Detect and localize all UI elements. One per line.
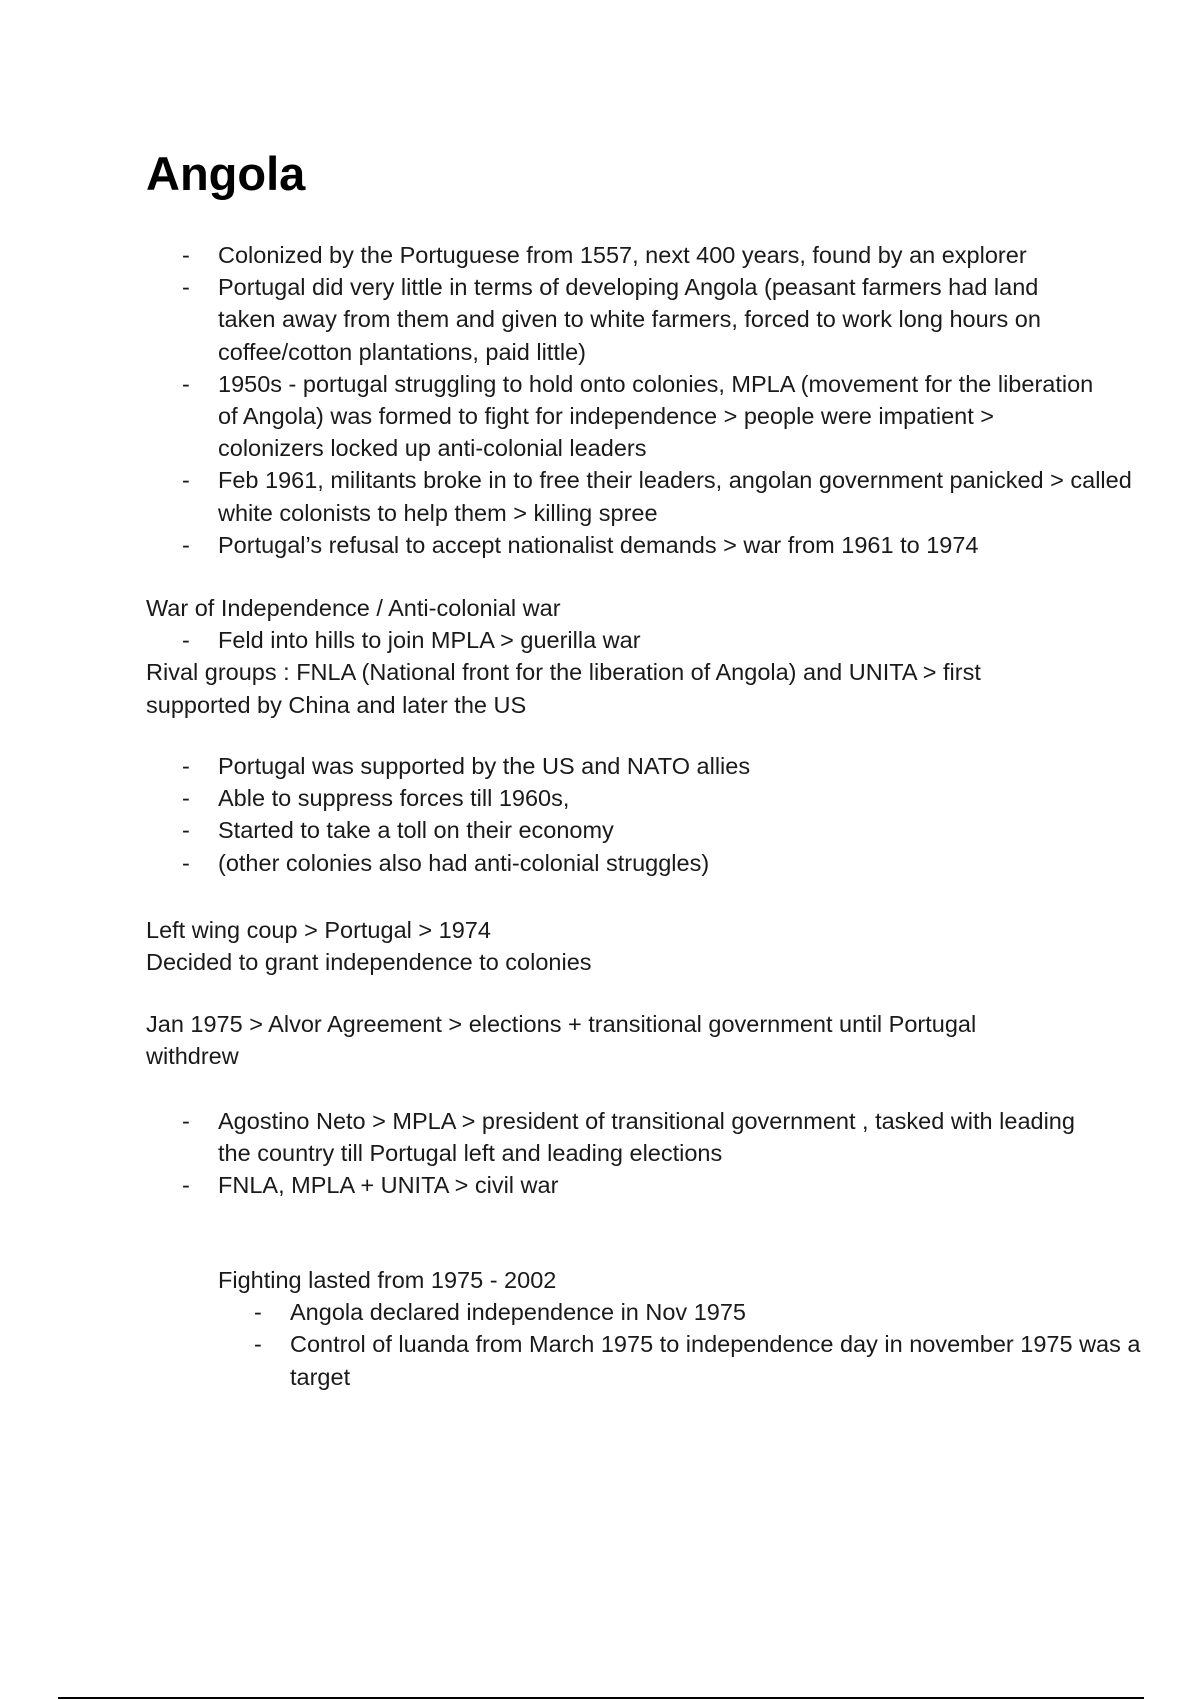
list-item-text: Feld into hills to join MPLA > guerilla war xyxy=(218,627,641,654)
list-item xyxy=(146,1296,1096,1328)
bullet-dash: - xyxy=(182,242,190,268)
war-bullet-list xyxy=(146,624,1046,656)
list-item xyxy=(146,239,1106,271)
list-item xyxy=(146,1328,1190,1392)
list-item xyxy=(146,750,1046,782)
list-item xyxy=(146,847,1046,879)
list-item xyxy=(146,464,1168,528)
support-section xyxy=(146,750,1046,879)
intro-section xyxy=(146,239,1132,561)
list-item-text: Angola declared independence in Nov 1975 xyxy=(290,1299,746,1326)
bullet-dash: - xyxy=(182,531,190,558)
list-item-text: Colonized by the Portuguese from 1557, next 400 years, found by an explorer xyxy=(218,242,1027,268)
list-item xyxy=(146,1169,1046,1201)
bullet-dash: - xyxy=(182,817,190,844)
list-item-text: Portugal’s refusal to accept nationalist demands > war from 1961 to 1974 xyxy=(218,531,979,558)
bullet-dash: - xyxy=(182,627,190,654)
bullet-dash: - xyxy=(182,370,190,397)
coup-section xyxy=(146,914,1046,978)
list-item xyxy=(146,271,1048,368)
fighting-section xyxy=(146,1264,1141,1393)
page-bottom-rule xyxy=(58,1697,1144,1699)
coup-line: Left wing coup > Portugal > 1974 xyxy=(146,917,491,943)
fighting-bullet-list xyxy=(146,1296,1141,1393)
list-item-text: Feb 1961, militants broke in to free their leaders, angolan government panicked > called white colonists to help them > killing spree xyxy=(218,467,1132,526)
list-item-text: Started to take a toll on their economy xyxy=(218,817,614,844)
neto-bullet-list xyxy=(146,1105,1075,1202)
neto-section xyxy=(146,1105,1075,1202)
list-item xyxy=(146,624,1046,656)
intro-bullet-list xyxy=(146,239,1132,561)
list-item-text: FNLA, MPLA + UNITA > civil war xyxy=(218,1172,559,1199)
list-item xyxy=(146,782,1046,814)
support-bullet-list xyxy=(146,750,1046,879)
list-item xyxy=(146,529,1106,561)
alvor-section xyxy=(146,1008,1026,1072)
page-title: Angola xyxy=(146,147,306,200)
list-item xyxy=(146,1105,1098,1169)
bullet-dash: - xyxy=(182,753,190,779)
list-item-text: (other colonies also had anti-colonial struggles) xyxy=(218,849,710,876)
bullet-dash: - xyxy=(182,274,190,301)
fighting-heading: Fighting lasted from 1975 - 2002 xyxy=(218,1267,557,1293)
alvor-agreement-text: Jan 1975 > Alvor Agreement > elections + transitional government until Portugal withdrew xyxy=(146,1011,977,1070)
list-item-text: Agostino Neto > MPLA > president of transitional government , tasked with leading the country till Portugal left and leading elections xyxy=(218,1108,1075,1167)
bullet-dash: - xyxy=(182,849,190,876)
bullet-dash: - xyxy=(182,1108,190,1134)
section-heading: War of Independence / Anti-colonial war xyxy=(146,595,561,621)
war-section xyxy=(146,592,1046,721)
list-item-text: Portugal was supported by the US and NATO allies xyxy=(218,753,751,779)
list-item xyxy=(146,368,1098,465)
bullet-dash: - xyxy=(182,785,190,812)
list-item-text: Able to suppress forces till 1960s, xyxy=(218,785,570,812)
bullet-dash: - xyxy=(182,467,190,494)
independence-decision-line: Decided to grant independence to colonies xyxy=(146,949,592,976)
list-item-text: 1950s - portugal struggling to hold onto colonies, MPLA (movement for the liberation of Angola) was formed to fight for independence > people were impatient > colonizers locked up anti-colonial leaders xyxy=(218,370,1094,462)
bullet-dash: - xyxy=(254,1299,262,1326)
bullet-dash: - xyxy=(182,1172,190,1199)
list-item xyxy=(146,814,1046,846)
bullet-dash: - xyxy=(254,1331,262,1358)
rival-groups-text: Rival groups : FNLA (National front for the liberation of Angola) and UNITA > first supported by China and later the US xyxy=(146,659,981,718)
list-item-text: Control of luanda from March 1975 to independence day in november 1975 was a target xyxy=(290,1331,1141,1390)
list-item-text: Portugal did very little in terms of developing Angola (peasant farmers had land taken away from them and given to white farmers, forced to work long hours on coffee/cotton plantations, paid little) xyxy=(218,274,1041,365)
